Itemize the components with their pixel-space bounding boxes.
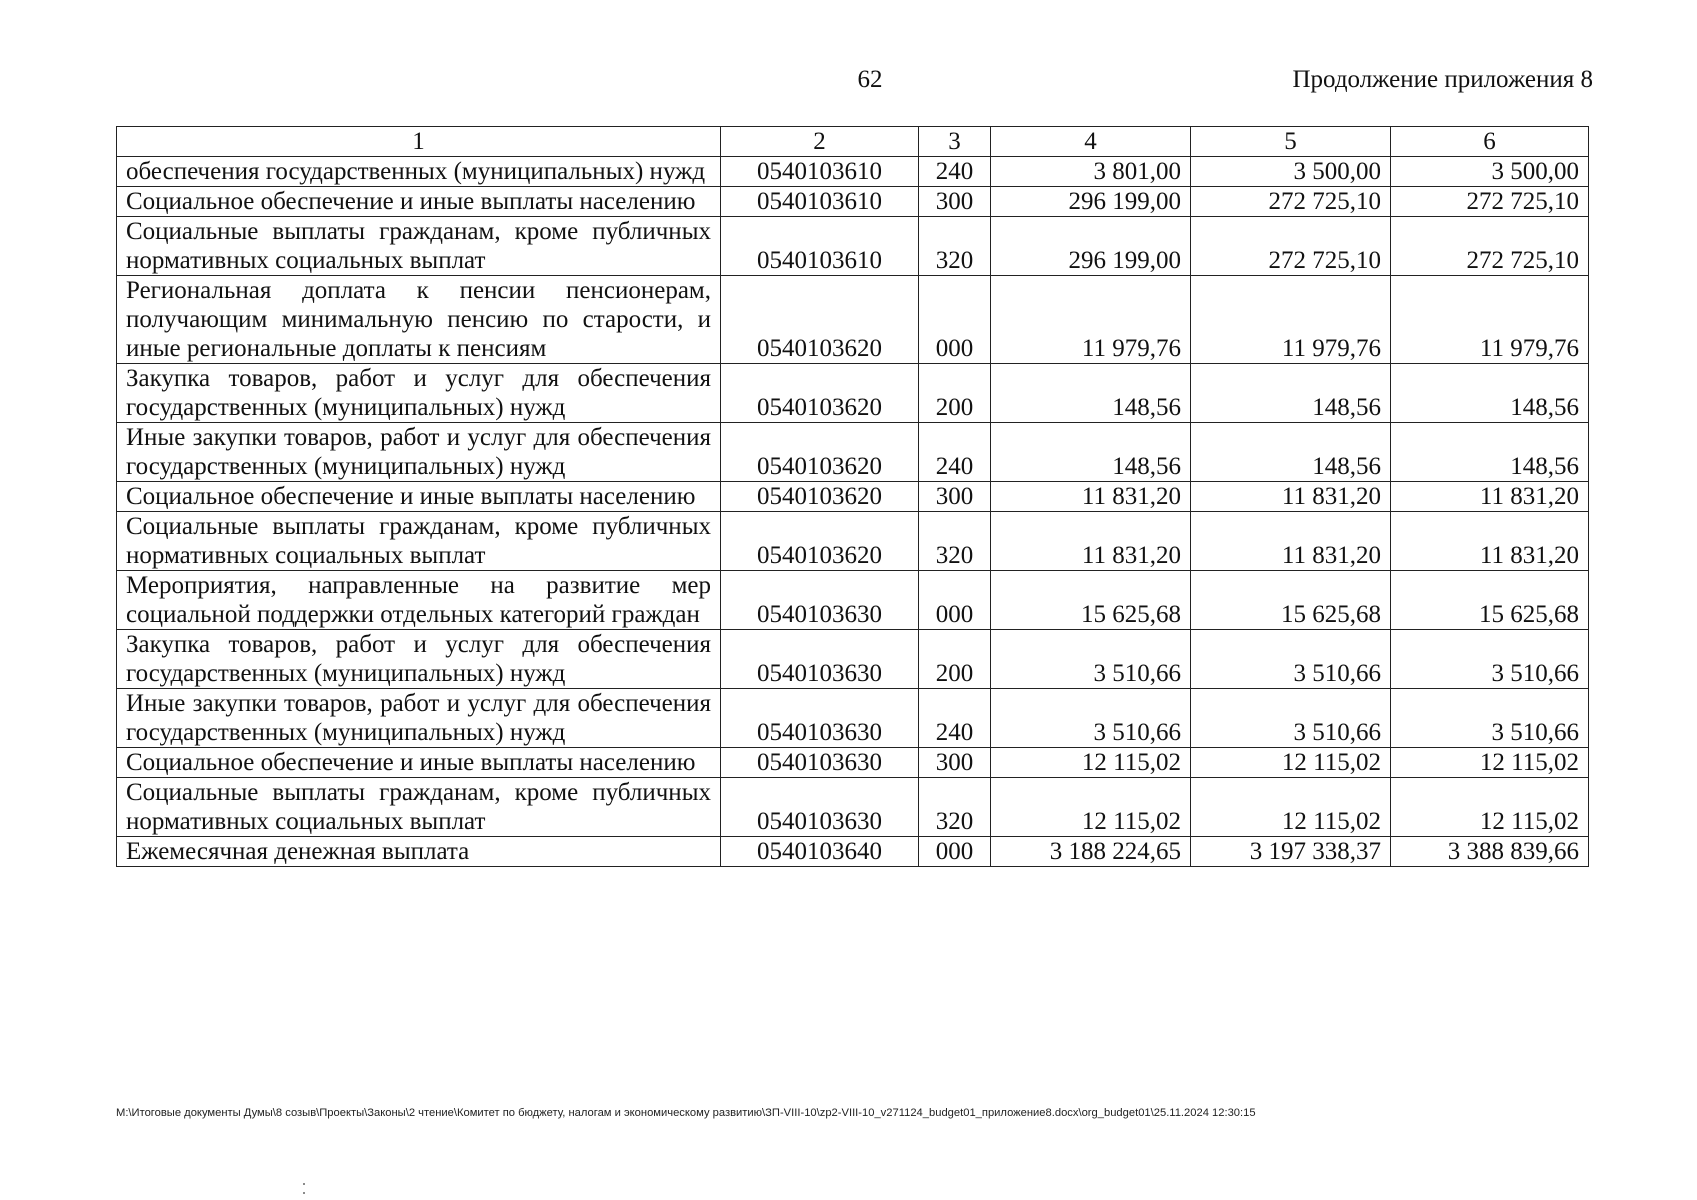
cell-amount-col5: 12 115,02	[1191, 778, 1391, 837]
cell-name: Социальное обеспечение и иные выплаты населению	[117, 482, 721, 512]
cell-name: Региональная доплата к пенсии пенсионерам, получающим минимальную пенсию по старости, и иные региональные доплаты к пенсиям	[117, 276, 721, 364]
column-header: 5	[1191, 127, 1391, 157]
table-row	[117, 276, 1589, 364]
cell-target-code: 0540103630	[721, 571, 919, 630]
page-number: 62	[857, 66, 883, 93]
cell-amount-col6: 15 625,68	[1391, 571, 1589, 630]
cell-expense-type: 000	[919, 276, 991, 364]
cell-amount-col6: 11 979,76	[1391, 276, 1589, 364]
cell-amount-col5: 148,56	[1191, 364, 1391, 423]
cell-name: Ежемесячная денежная выплата	[117, 837, 721, 867]
cell-target-code: 0540103620	[721, 423, 919, 482]
cell-amount-col5: 272 725,10	[1191, 217, 1391, 276]
cell-name: Социальное обеспечение и иные выплаты населению	[117, 187, 721, 217]
cell-name: Иные закупки товаров, работ и услуг для обеспечения государственных (муниципальных) нужд	[117, 689, 721, 748]
cell-amount-col5: 3 197 338,37	[1191, 837, 1391, 867]
cell-expense-type: 320	[919, 778, 991, 837]
cell-amount-col5: 3 510,66	[1191, 689, 1391, 748]
cell-expense-type: 300	[919, 748, 991, 778]
cell-amount-col4: 12 115,02	[991, 748, 1191, 778]
cell-name: Закупка товаров, работ и услуг для обеспечения государственных (муниципальных) нужд	[117, 364, 721, 423]
scan-speck	[303, 1192, 305, 1194]
cell-amount-col4: 3 510,66	[991, 630, 1191, 689]
table-row	[117, 689, 1589, 748]
table-row	[117, 364, 1589, 423]
cell-amount-col5: 11 831,20	[1191, 512, 1391, 571]
cell-amount-col6: 3 388 839,66	[1391, 837, 1589, 867]
cell-name: Мероприятия, направленные на развитие мер социальной поддержки отдельных категорий граждан	[117, 571, 721, 630]
cell-amount-col6: 12 115,02	[1391, 778, 1589, 837]
cell-amount-col6: 148,56	[1391, 364, 1589, 423]
column-header: 3	[919, 127, 991, 157]
cell-amount-col4: 11 831,20	[991, 512, 1191, 571]
document-file-path: M:\Итоговые документы Думы\8 созыв\Проекты\Законы\2 чтение\Комитет по бюджету, налогам и экономическому развитию\ЗП-VIII-10\zp2-VIII-10_v271124_budget01_приложение8.docx\org_budget01\25.11.2024 12:30:15	[116, 1107, 1256, 1119]
table-row	[117, 157, 1589, 187]
table-row	[117, 630, 1589, 689]
cell-amount-col6: 272 725,10	[1391, 187, 1589, 217]
table-row	[117, 187, 1589, 217]
cell-name: Социальное обеспечение и иные выплаты населению	[117, 748, 721, 778]
cell-target-code: 0540103610	[721, 187, 919, 217]
cell-target-code: 0540103620	[721, 276, 919, 364]
cell-name: Социальные выплаты гражданам, кроме публичных нормативных социальных выплат	[117, 778, 721, 837]
cell-amount-col5: 272 725,10	[1191, 187, 1391, 217]
cell-name: Закупка товаров, работ и услуг для обеспечения государственных (муниципальных) нужд	[117, 630, 721, 689]
cell-expense-type: 300	[919, 482, 991, 512]
table-row	[117, 571, 1589, 630]
cell-target-code: 0540103630	[721, 748, 919, 778]
column-header: 1	[117, 127, 721, 157]
cell-name: Социальные выплаты гражданам, кроме публичных нормативных социальных выплат	[117, 512, 721, 571]
cell-amount-col4: 12 115,02	[991, 778, 1191, 837]
cell-amount-col5: 3 510,66	[1191, 630, 1391, 689]
cell-amount-col4: 148,56	[991, 364, 1191, 423]
cell-target-code: 0540103630	[721, 689, 919, 748]
table-row	[117, 217, 1589, 276]
cell-expense-type: 200	[919, 630, 991, 689]
cell-amount-col5: 12 115,02	[1191, 748, 1391, 778]
cell-expense-type: 240	[919, 423, 991, 482]
column-header: 6	[1391, 127, 1589, 157]
cell-amount-col6: 3 500,00	[1391, 157, 1589, 187]
cell-amount-col4: 296 199,00	[991, 217, 1191, 276]
cell-amount-col6: 11 831,20	[1391, 512, 1589, 571]
cell-amount-col6: 11 831,20	[1391, 482, 1589, 512]
cell-amount-col6: 3 510,66	[1391, 689, 1589, 748]
budget-table	[116, 126, 1589, 867]
appendix-continuation-title: Продолжение приложения 8	[1292, 66, 1593, 93]
table-row	[117, 748, 1589, 778]
cell-amount-col4: 3 188 224,65	[991, 837, 1191, 867]
column-header: 2	[721, 127, 919, 157]
cell-expense-type: 300	[919, 187, 991, 217]
cell-target-code: 0540103620	[721, 512, 919, 571]
cell-amount-col5: 11 979,76	[1191, 276, 1391, 364]
cell-amount-col4: 3 801,00	[991, 157, 1191, 187]
cell-amount-col6: 272 725,10	[1391, 217, 1589, 276]
cell-target-code: 0540103610	[721, 157, 919, 187]
cell-expense-type: 320	[919, 512, 991, 571]
cell-name: Социальные выплаты гражданам, кроме публичных нормативных социальных выплат	[117, 217, 721, 276]
cell-amount-col5: 3 500,00	[1191, 157, 1391, 187]
cell-expense-type: 000	[919, 571, 991, 630]
table-row	[117, 778, 1589, 837]
cell-amount-col4: 296 199,00	[991, 187, 1191, 217]
cell-name: Иные закупки товаров, работ и услуг для обеспечения государственных (муниципальных) нужд	[117, 423, 721, 482]
cell-expense-type: 200	[919, 364, 991, 423]
cell-target-code: 0540103620	[721, 364, 919, 423]
scan-speck	[303, 1183, 305, 1185]
cell-amount-col4: 11 831,20	[991, 482, 1191, 512]
cell-amount-col6: 3 510,66	[1391, 630, 1589, 689]
cell-amount-col5: 148,56	[1191, 423, 1391, 482]
cell-amount-col4: 11 979,76	[991, 276, 1191, 364]
cell-target-code: 0540103640	[721, 837, 919, 867]
table-row	[117, 837, 1589, 867]
cell-expense-type: 000	[919, 837, 991, 867]
table-row	[117, 482, 1589, 512]
cell-target-code: 0540103610	[721, 217, 919, 276]
table-row	[117, 512, 1589, 571]
cell-target-code: 0540103620	[721, 482, 919, 512]
column-header: 4	[991, 127, 1191, 157]
cell-target-code: 0540103630	[721, 778, 919, 837]
table-header-row	[117, 127, 1589, 157]
cell-amount-col6: 12 115,02	[1391, 748, 1589, 778]
cell-amount-col5: 11 831,20	[1191, 482, 1391, 512]
cell-expense-type: 320	[919, 217, 991, 276]
cell-expense-type: 240	[919, 689, 991, 748]
table-row	[117, 423, 1589, 482]
cell-expense-type: 240	[919, 157, 991, 187]
cell-target-code: 0540103630	[721, 630, 919, 689]
cell-amount-col6: 148,56	[1391, 423, 1589, 482]
cell-amount-col4: 15 625,68	[991, 571, 1191, 630]
cell-name: обеспечения государственных (муниципальных) нужд	[117, 157, 721, 187]
cell-amount-col5: 15 625,68	[1191, 571, 1391, 630]
cell-amount-col4: 148,56	[991, 423, 1191, 482]
cell-amount-col4: 3 510,66	[991, 689, 1191, 748]
